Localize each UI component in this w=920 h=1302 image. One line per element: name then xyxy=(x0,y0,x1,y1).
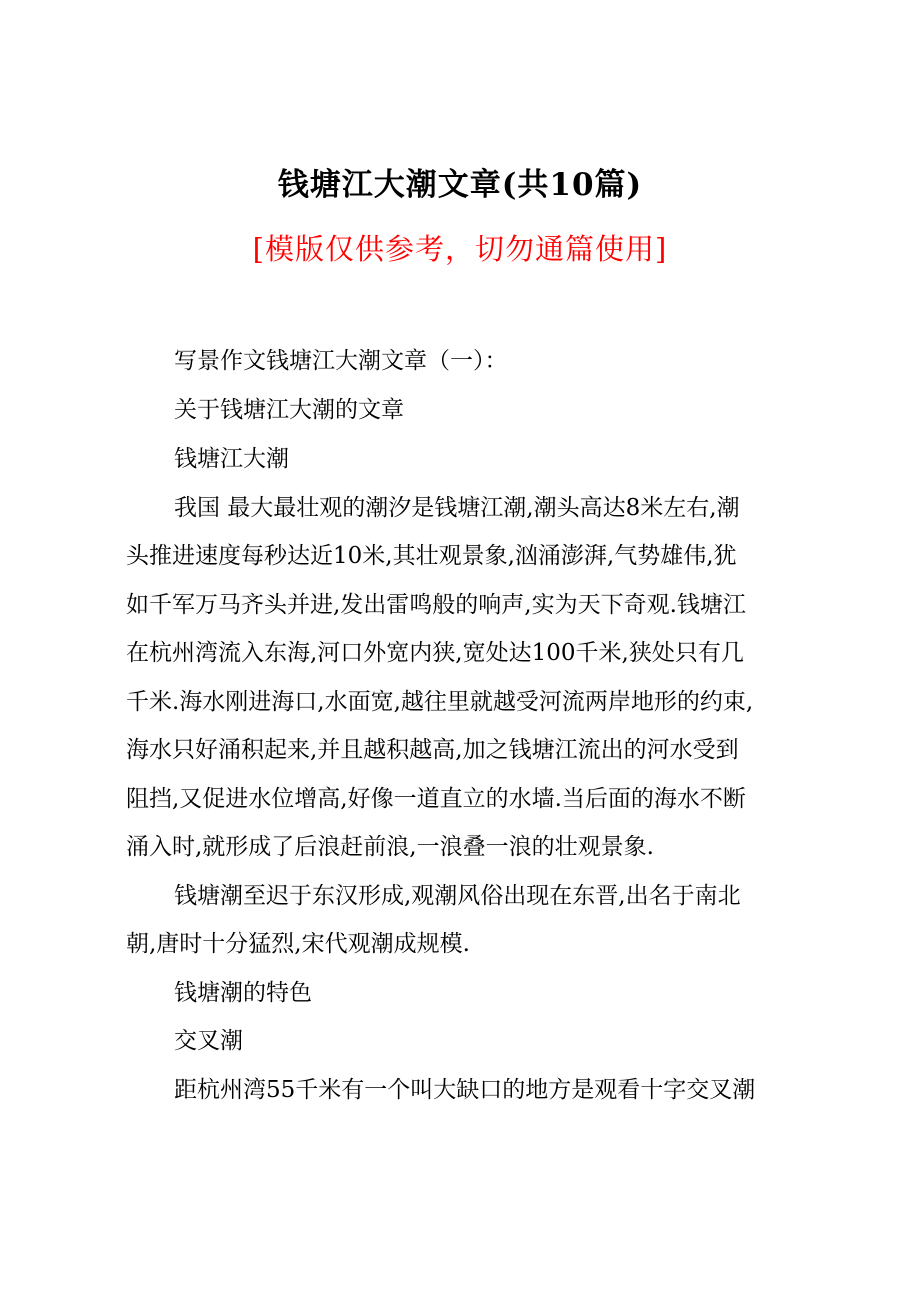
paragraph-line: 头推进速度每秒达近10米,其壮观景象,汹涌澎湃,气势雄伟,犹 xyxy=(126,543,737,569)
paragraph-line: 如千军万马齐头并进,发出雷鸣般的响声,实为天下奇观.钱塘江 xyxy=(126,592,746,618)
section-heading: 交叉潮 xyxy=(174,1028,243,1054)
paragraph-line: 在杭州湾流入东海,河口外宽内狭,宽处达100千米,狭处只有几 xyxy=(126,640,744,666)
template-notice: [模版仅供参考，切勿通篇使用] xyxy=(252,232,668,266)
document-title: 钱塘江大潮文章(共10篇) xyxy=(277,167,643,203)
paragraph-line: 阻挡,又促进水位增高,好像一道直立的水墙.当后面的海水不断 xyxy=(126,786,746,812)
paragraph-line: 距杭州湾55千米有一个叫大缺口的地方是观看十字交叉潮 xyxy=(174,1077,756,1103)
paragraph-line: 钱塘潮至迟于东汉形成,观潮风俗出现在东晋,出名于南北 xyxy=(174,883,741,909)
paragraph-line: 千米.海水刚进海口,水面宽,越往里就越受河流两岸地形的约束, xyxy=(126,689,754,715)
section-heading: 钱塘潮的特色 xyxy=(174,980,312,1006)
paragraph-line: 我国 最大最壮观的潮汐是钱塘江潮,潮头高达8米左右,潮 xyxy=(174,495,740,521)
paragraph-line: 朝,唐时十分猛烈,宋代观潮成规模. xyxy=(126,931,470,957)
paragraph-line: 海水只好涌积起来,并且越积越高,加之钱塘江流出的河水受到 xyxy=(126,737,739,763)
section-heading: 写景作文钱塘江大潮文章（一）： xyxy=(174,348,508,374)
paragraph-line: 涌入时,就形成了后浪赶前浪,一浪叠一浪的壮观景象. xyxy=(126,834,654,860)
text-line: 关于钱塘江大潮的文章 xyxy=(174,397,404,423)
text-line: 钱塘江大潮 xyxy=(174,446,289,472)
